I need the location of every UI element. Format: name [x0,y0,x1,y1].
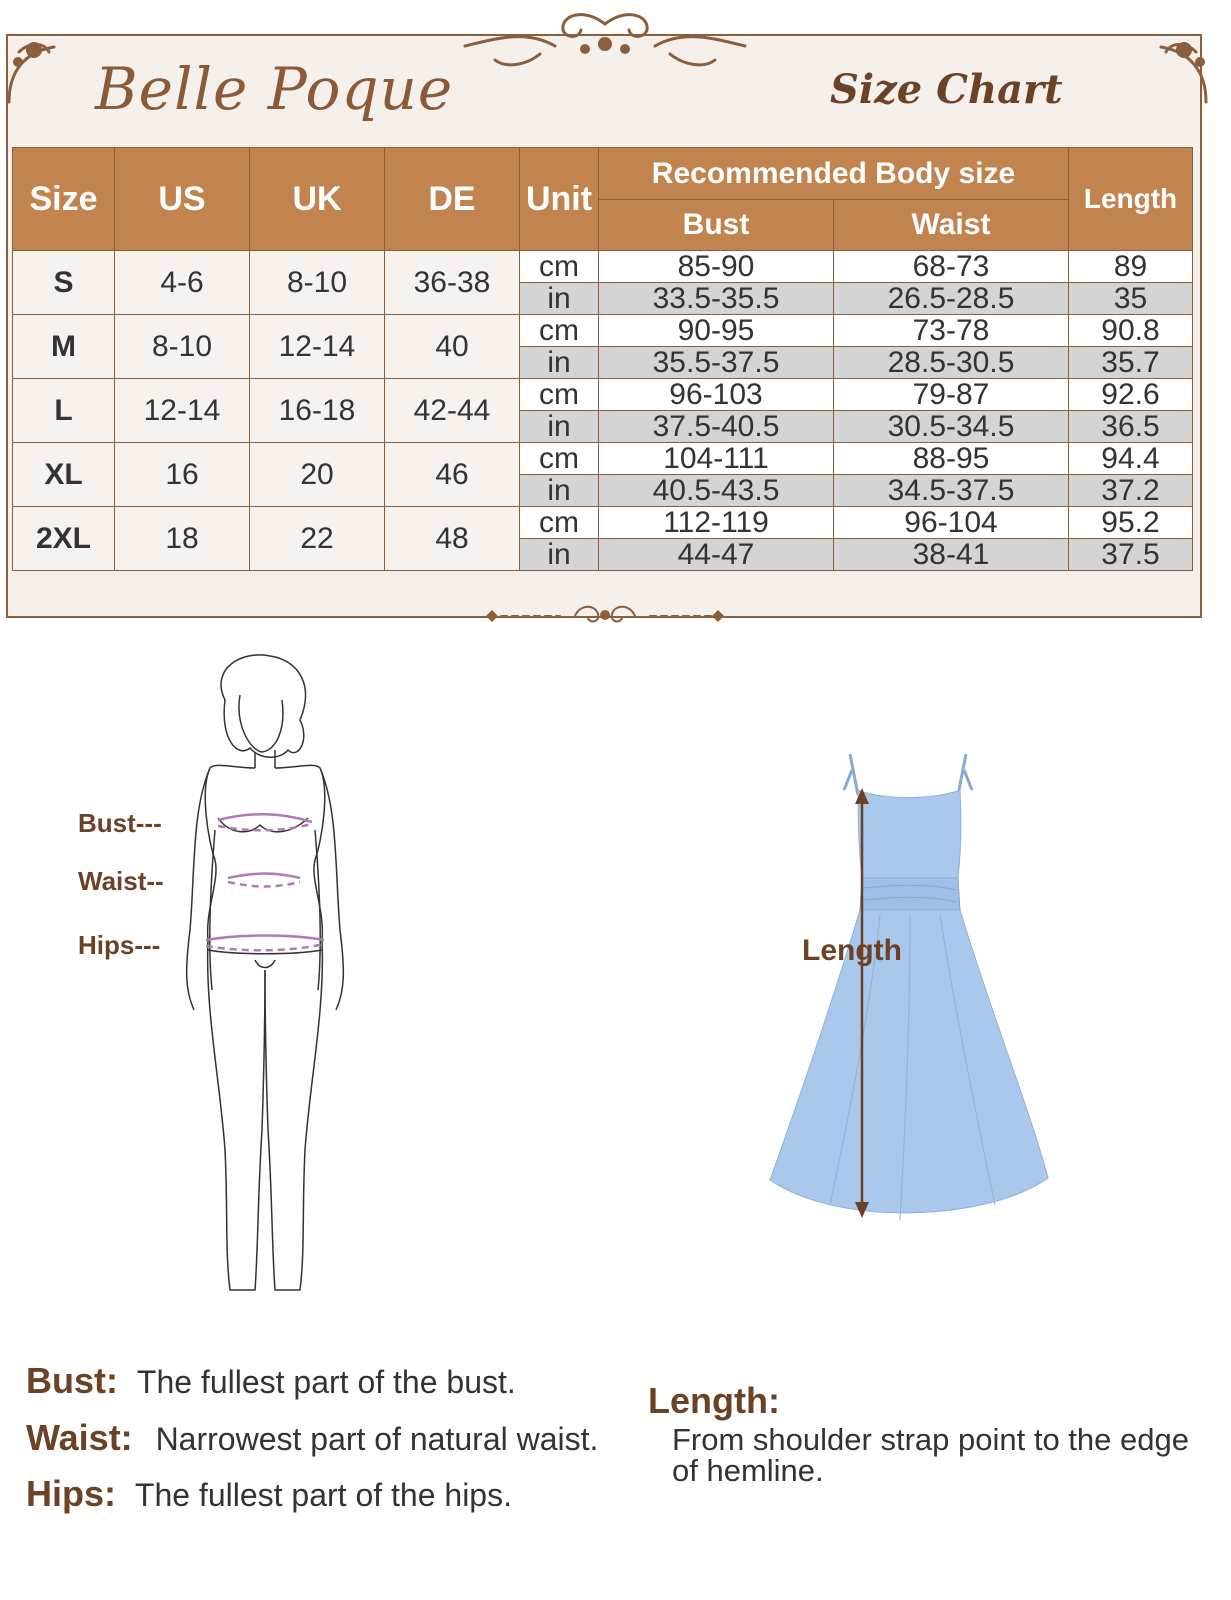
us-cell: 18 [115,507,250,571]
corner-ornament-left-icon [4,32,94,112]
unit-cell: in [520,539,599,571]
header-length: Length [1069,148,1193,251]
page-title: Size Chart [830,66,1063,113]
waist-definition [26,1417,598,1459]
unit-cell: cm [520,507,599,539]
length-text: From shoulder strap point to the edge of hemline. [672,1422,1189,1488]
waist-cell: 73-78 [834,315,1069,347]
length-cell: 94.4 [1069,443,1193,475]
length-cell: 35.7 [1069,347,1193,379]
de-cell: 36-38 [385,251,520,315]
de-cell: 46 [385,443,520,507]
size-cell: S [13,251,115,315]
length-cell: 92.6 [1069,379,1193,411]
bust-label: Bust--- [78,808,162,838]
uk-cell: 22 [250,507,385,571]
size-cell: 2XL [13,507,115,571]
header-bust: Bust [599,200,834,251]
unit-cell: cm [520,443,599,475]
de-cell: 48 [385,507,520,571]
table-row [13,443,1193,475]
uk-cell: 20 [250,443,385,507]
table-row [13,251,1193,283]
ornament-scroll-icon [445,4,765,76]
header-unit: Unit [520,148,599,251]
bust-cell: 44-47 [599,539,834,571]
dress-icon [760,750,1060,1230]
length-arrow-icon [852,786,872,1220]
de-cell: 40 [385,315,520,379]
header-uk: UK [250,148,385,251]
bust-definition [26,1360,516,1402]
unit-cell: cm [520,315,599,347]
bust-term: Bust: [26,1360,118,1401]
us-cell: 4-6 [115,251,250,315]
bust-cell: 112-119 [599,507,834,539]
table-row [13,315,1193,347]
header-de: DE [385,148,520,251]
unit-cell: in [520,347,599,379]
size-cell: L [13,379,115,443]
unit-cell: in [520,411,599,443]
brand-logo: Belle Poque [95,55,454,123]
length-term: Length: [648,1380,780,1421]
header-recommended: Recommended Body size [599,148,1069,200]
bust-cell: 37.5-40.5 [599,411,834,443]
bust-cell: 96-103 [599,379,834,411]
unit-cell: cm [520,379,599,411]
size-table [12,147,1193,571]
waist-cell: 96-104 [834,507,1069,539]
bust-text: The fullest part of the bust. [136,1364,516,1400]
uk-cell: 16-18 [250,379,385,443]
length-cell: 90.8 [1069,315,1193,347]
length-cell: 37.2 [1069,475,1193,507]
length-label: Length [802,934,902,967]
table-row [13,507,1193,539]
waist-cell: 30.5-34.5 [834,411,1069,443]
bust-cell: 35.5-37.5 [599,347,834,379]
waist-cell: 26.5-28.5 [834,283,1069,315]
size-cell: M [13,315,115,379]
uk-cell: 8-10 [250,251,385,315]
length-cell: 89 [1069,251,1193,283]
waist-label: Waist-- [78,866,164,896]
waist-cell: 38-41 [834,539,1069,571]
uk-cell: 12-14 [250,315,385,379]
hips-text: The fullest part of the hips. [134,1477,512,1513]
size-table-body [13,251,1193,571]
size-cell: XL [13,443,115,507]
waist-term: Waist: [26,1417,133,1458]
waist-cell: 79-87 [834,379,1069,411]
waist-cell: 34.5-37.5 [834,475,1069,507]
bust-cell: 33.5-35.5 [599,283,834,315]
length-cell: 36.5 [1069,411,1193,443]
waist-cell: 28.5-30.5 [834,347,1069,379]
corner-ornament-right-icon [1126,32,1216,112]
waist-cell: 68-73 [834,251,1069,283]
bust-cell: 104-111 [599,443,834,475]
length-cell: 35 [1069,283,1193,315]
bust-cell: 90-95 [599,315,834,347]
divider-ornament-icon [480,598,730,634]
header-size: Size [13,148,115,251]
length-cell: 95.2 [1069,507,1193,539]
unit-cell: in [520,475,599,507]
unit-cell: in [520,283,599,315]
hips-label: Hips--- [78,930,161,960]
hips-definition [26,1473,512,1515]
bust-cell: 40.5-43.5 [599,475,834,507]
us-cell: 12-14 [115,379,250,443]
header-waist: Waist [834,200,1069,251]
bust-cell: 85-90 [599,251,834,283]
us-cell: 8-10 [115,315,250,379]
us-cell: 16 [115,443,250,507]
body-outline-icon [180,650,360,1300]
hips-term: Hips: [26,1473,116,1514]
de-cell: 42-44 [385,379,520,443]
unit-cell: cm [520,251,599,283]
table-row [13,379,1193,411]
waist-cell: 88-95 [834,443,1069,475]
waist-text: Narrowest part of natural waist. [155,1421,599,1457]
header-us: US [115,148,250,251]
length-cell: 37.5 [1069,539,1193,571]
